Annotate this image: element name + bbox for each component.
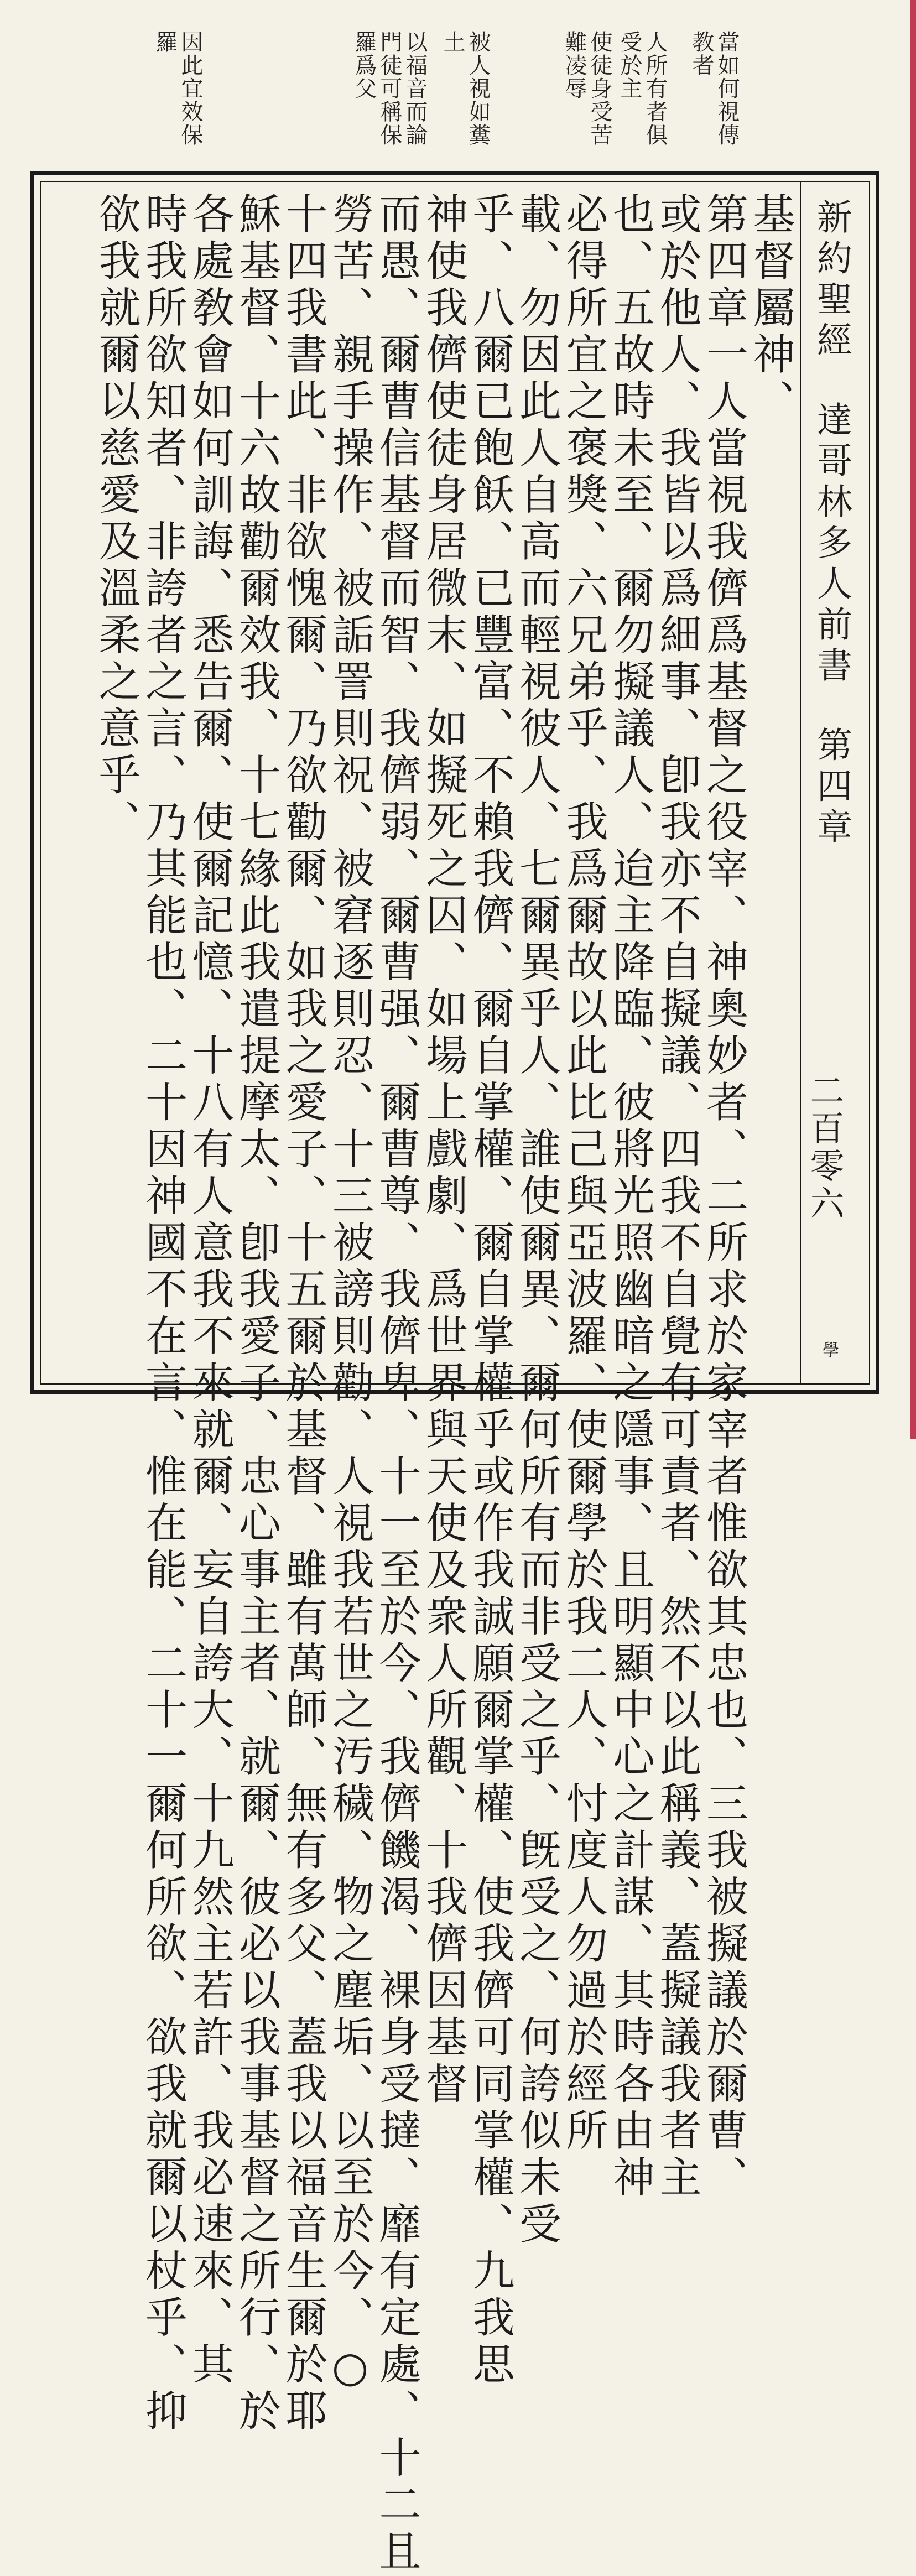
printer-seal-icon: 學 xyxy=(823,1341,839,1360)
text-line: 或於他人、我皆以爲細事、卽我亦不自擬議、四我不自覺有可責者、然不以此稱義、蓋擬議我者主 xyxy=(653,192,702,2202)
text-line: 第四章一人當視我儕爲基督之役宰、神奧妙者、二所求於家宰者惟欲其忠也、三我被擬議於爾曹、 xyxy=(699,192,749,2202)
text-line: 乎、八爾已飽飫、已豐富、不賴我儕、爾自掌權、爾自掌權乎或作我誠願爾掌權、使我儕可同掌權、九我思 xyxy=(466,192,515,2389)
margin-note: 因此宜效保 羅 xyxy=(152,30,203,147)
text-line: 時我所欲知者、非誇者之言、乃其能也、二十因神國不在言、惟在能、二十一爾何所欲、欲我就爾以杖乎、抑 xyxy=(138,192,188,2436)
margin-note: 以福音而論 門徒可稱保 羅爲父 xyxy=(351,30,428,147)
page-edge xyxy=(910,0,916,1439)
text-line: 勞苦、親手操作、被詬詈則祝、被窘逐則忍、十三被謗則勸、人視我若世之汚穢、物之塵垢、以至於今、○ xyxy=(325,192,375,2396)
scripture-text xyxy=(53,192,795,2576)
text-line: 各處敎會如何訓誨、悉告爾、使爾記憶、十八有人意我不來就爾、妄自誇大、十九然主若許、我必速來、其 xyxy=(185,192,235,2389)
margin-notes xyxy=(152,30,740,174)
header-text xyxy=(810,199,852,849)
text-line: 載、勿因此人自高而輕視彼人、七爾異乎人、誰使爾異、爾何所有而非受之乎、旣受之、何誇似未受 xyxy=(512,192,562,2249)
text-line: 而愚、爾曹信基督而智、我儕弱、爾曹强、爾曹尊、我儕卑、十一至於今、我儕饑渴、裸身受撻、靡有定處、十二且 xyxy=(372,192,421,2576)
chapter-book-title: 達哥林多人前書 xyxy=(811,401,852,688)
text-line: 也、五故時未至、爾勿擬議人、迨主降臨、彼將光照幽暗之隱事、且明顯中心之計謀、其時各由神 xyxy=(606,192,655,2202)
text-line: 穌基督、十六故勸爾效我、十七緣此我遣提摩太、卽我愛子、忠心事主者、就爾、彼必以我事基督之所行、於 xyxy=(232,192,282,2436)
running-header xyxy=(800,182,861,1383)
book-title: 新約聖經 xyxy=(811,199,852,362)
text-line: 欲我就爾以慈愛及溫柔之意乎、 xyxy=(92,192,141,846)
text-frame-inner xyxy=(40,181,870,2576)
text-line: 神使我儕使徒身居微末、如擬死之囚、如場上戲劇、爲世界與天使及衆人所觀、十我儕因基督 xyxy=(419,192,469,2109)
text-line: 基督屬神、 xyxy=(746,192,795,426)
chapter-label: 第四章 xyxy=(811,726,852,849)
text-line: 十四我書此、非欲愧爾、乃欲勸爾、如我之愛子、十五爾於基督、雖有萬師、無有多父、蓋我以福音生爾於耶 xyxy=(279,192,328,2436)
text-line: 必得所宜之褒獎、六兄弟乎、我爲爾故以此比己與亞波羅、使爾學於我二人、忖度人勿過於經所 xyxy=(559,192,608,2155)
text-frame xyxy=(30,171,879,2576)
margin-note: 當如何視傳 教者 xyxy=(689,30,740,147)
page-number: 二百零六 xyxy=(804,1073,845,1223)
margin-note: 人所有者俱 受於主 xyxy=(617,30,668,147)
margin-note: 使徒身受苦 難凌辱 xyxy=(561,30,612,147)
margin-note: 被人視如糞 土 xyxy=(440,30,491,147)
